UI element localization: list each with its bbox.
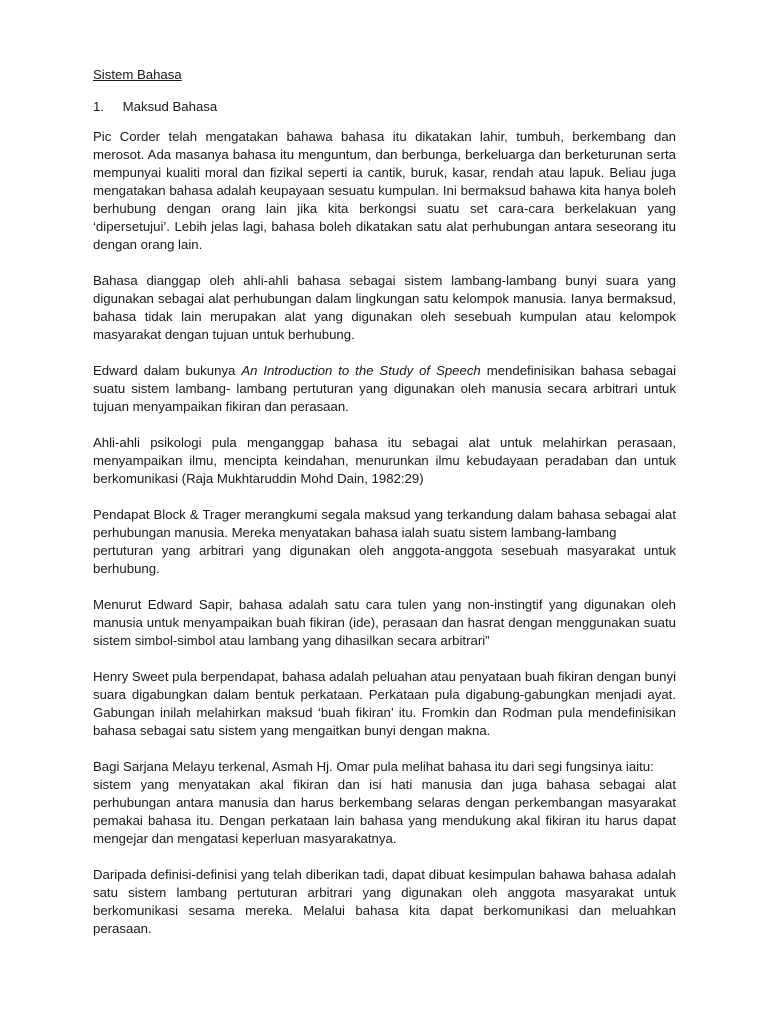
- edward-text-end: mendefinisikan bahasa sebagai suatu sistem lambang- lambang pertuturan yang digunakan oleh manusia secara arbitrari untuk tujuan menyampaikan fikiran dan perasaan.: [93, 363, 677, 414]
- block-trager-line-1: Pendapat Block & Trager merangkumi segala maksud yang terkandung dalam bahasa sebagai alat perhubungan manusia. Mereka menyatakan bahasa ialah suatu sistem lambang-lambang: [93, 507, 676, 540]
- asmah-body: sistem yang menyatakan akal fikiran dan isi hati manusia dan juga bahasa sebagai alat perhubungan antara manusia dan harus berkembang selaras dengan perkembangan masyarakat pemakai bahasa itu. Dengan perkataan lain bahasa yang mendukung akal fikiran itu harus dapat mengejar dan mengatasi keperluan masyarakatnya.: [93, 777, 676, 846]
- document-title: Sistem Bahasa: [93, 67, 182, 82]
- section-number: 1.: [93, 99, 104, 114]
- book-title: An Introduction to the Study of Speech: [241, 363, 481, 378]
- block-trager-line-2: pertuturan yang arbitrari yang digunakan oleh anggota-anggota sesebuah masyarakat untuk berhubung.: [93, 543, 676, 576]
- edward-text-start: Edward dalam bukunya: [93, 363, 242, 378]
- asmah-intro: Bagi Sarjana Melayu terkenal, Asmah Hj. Omar pula melihat bahasa itu dari segi fungsinya iaitu:: [93, 759, 654, 774]
- paragraph-kesimpulan: Daripada definisi-definisi yang telah diberikan tadi, dapat dibuat kesimpulan bahawa bahasa adalah satu sistem lambang pertuturan arbitrari yang digunakan oleh anggota masyarakat untuk berkomunikasi sesama mereka. Melalui bahasa kita dapat berkomunikasi dan meluahkan perasaan.: [93, 867, 676, 936]
- document-page: [93, 66, 676, 938]
- paragraph-block-trager: [93, 506, 676, 578]
- section-heading: [93, 98, 676, 116]
- paragraph-pic-corder: Pic Corder telah mengatakan bahawa bahasa itu dikatakan lahir, tumbuh, berkembang dan merosot. Ada masanya bahasa itu menguntum, dan berbunga, berkeluarga dan berketurunan serta mempunyai kualiti moral dan fizikal seperti ia cantik, buruk, kasar, rendah atau lapuk. Beliau juga mengatakan bahasa adalah keupayaan sesuatu kumpulan. Ini bermaksud bahawa kita hanya boleh berhubung dengan orang lain jika kita berkongsi suatu set cara-cara berkelakuan yang ‘dipersetujui’. Lebih jelas lagi, bahasa boleh dikatakan satu alat perhubungan antara seseorang itu dengan orang lain.: [93, 129, 676, 252]
- paragraph-sweet: Henry Sweet pula berpendapat, bahasa adalah peluahan atau penyataan buah fikiran dengan bunyi suara digabungkan dalam bentuk perkataan. Perkataan pula digabung-gabungkan menjadi ayat. Gabungan inilah melahirkan maksud ‘buah fikiran’ itu. Fromkin dan Rodman pula mendefinisikan bahasa sebagai satu sistem yang mengaitkan bunyi dengan makna.: [93, 669, 676, 738]
- paragraph-psikologi: Ahli-ahli psikologi pula menganggap bahasa itu sebagai alat untuk melahirkan perasaan, menyampaikan ilmu, mencipta keindahan, menurunkan ilmu kebudayaan peradaban dan untuk berkomunikasi (Raja Mukhtaruddin Mohd Dain, 1982:29): [93, 435, 676, 486]
- paragraph-asmah: [93, 758, 676, 848]
- section-title: Maksud Bahasa: [122, 99, 218, 114]
- paragraph-sapir: Menurut Edward Sapir, bahasa adalah satu cara tulen yang non-instingtif yang digunakan oleh manusia untuk menyampaikan buah fikiran (ide), perasaan dan hasrat dengan menggunakan suatu sistem simbol-simbol atau lambang yang dihasilkan secara arbitrari”: [93, 597, 676, 648]
- paragraph-edward: [93, 362, 676, 416]
- paragraph-ahli-bahasa: Bahasa dianggap oleh ahli-ahli bahasa sebagai sistem lambang-lambang bunyi suara yang digunakan sebagai alat perhubungan dalam lingkungan satu kelompok manusia. Ianya bermaksud, bahasa tidak lain merupakan alat yang digunakan oleh sesebuah kumpulan atau kelompok masyarakat dengan tujuan untuk berhubung.: [93, 273, 676, 342]
